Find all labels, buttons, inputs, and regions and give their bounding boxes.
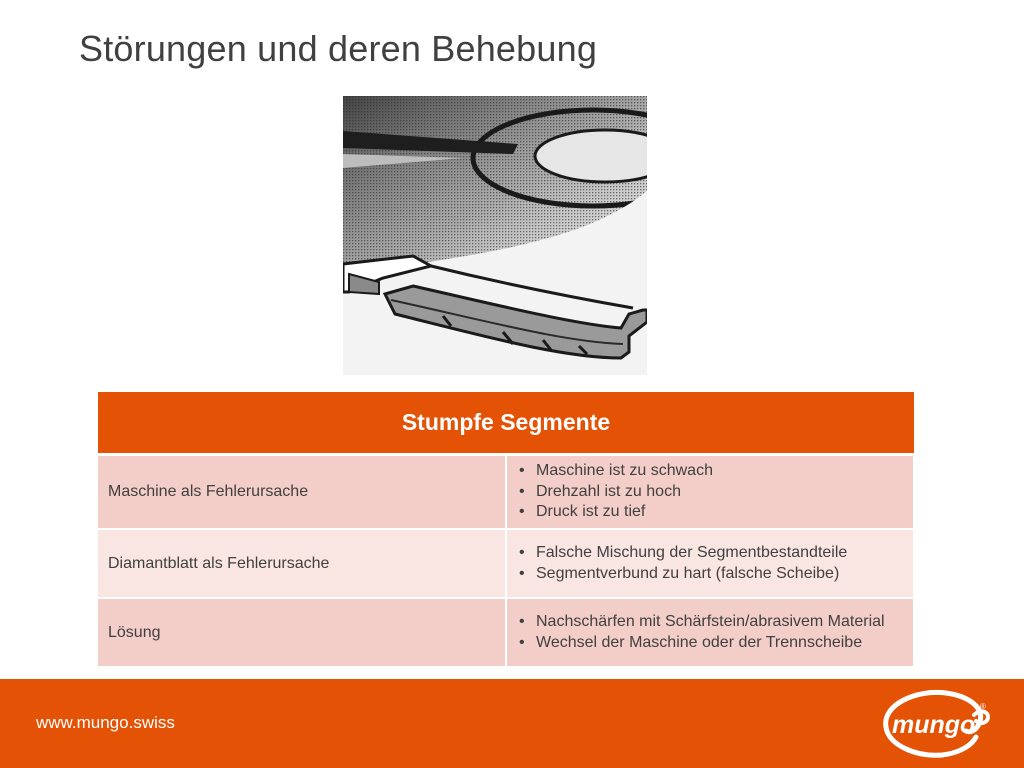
troubleshooting-table bbox=[98, 392, 915, 668]
list-item: • Druck ist zu tief bbox=[519, 502, 913, 523]
list-item: • Drehzahl ist zu hoch bbox=[519, 482, 913, 503]
list-item: • Falsche Mischung der Segmentbestandteile bbox=[519, 543, 913, 564]
mungo-logo bbox=[876, 687, 992, 759]
bullet-list bbox=[519, 461, 913, 523]
table-row bbox=[98, 598, 914, 667]
table-header: Stumpfe Segmente bbox=[98, 392, 914, 455]
list-item: • Segmentverbund zu hart (falsche Scheibe) bbox=[519, 564, 913, 585]
footer-bar bbox=[0, 679, 1024, 768]
svg-text:mungo: mungo bbox=[892, 711, 976, 739]
slide-title: Störungen und deren Behebung bbox=[79, 28, 598, 69]
table-row bbox=[98, 529, 914, 598]
list-item: • Nachschärfen mit Schärfstein/abrasivem Material bbox=[519, 612, 913, 633]
svg-text:®: ® bbox=[980, 702, 986, 711]
row-values bbox=[506, 455, 914, 530]
table-header-row bbox=[98, 392, 914, 455]
list-item: • Wechsel der Maschine oder der Trennscheibe bbox=[519, 633, 913, 654]
bullet-list bbox=[519, 612, 913, 653]
list-item: • Maschine ist zu schwach bbox=[519, 461, 913, 482]
row-label: Maschine als Fehlerursache bbox=[98, 455, 506, 530]
footer-url: www.mungo.swiss bbox=[36, 713, 175, 732]
table-row bbox=[98, 455, 914, 530]
bullet-list bbox=[519, 543, 913, 584]
row-label: Lösung bbox=[98, 598, 506, 667]
row-values bbox=[506, 529, 914, 598]
blunt-segment-illustration bbox=[343, 96, 647, 375]
row-values bbox=[506, 598, 914, 667]
row-label: Diamantblatt als Fehlerursache bbox=[98, 529, 506, 598]
